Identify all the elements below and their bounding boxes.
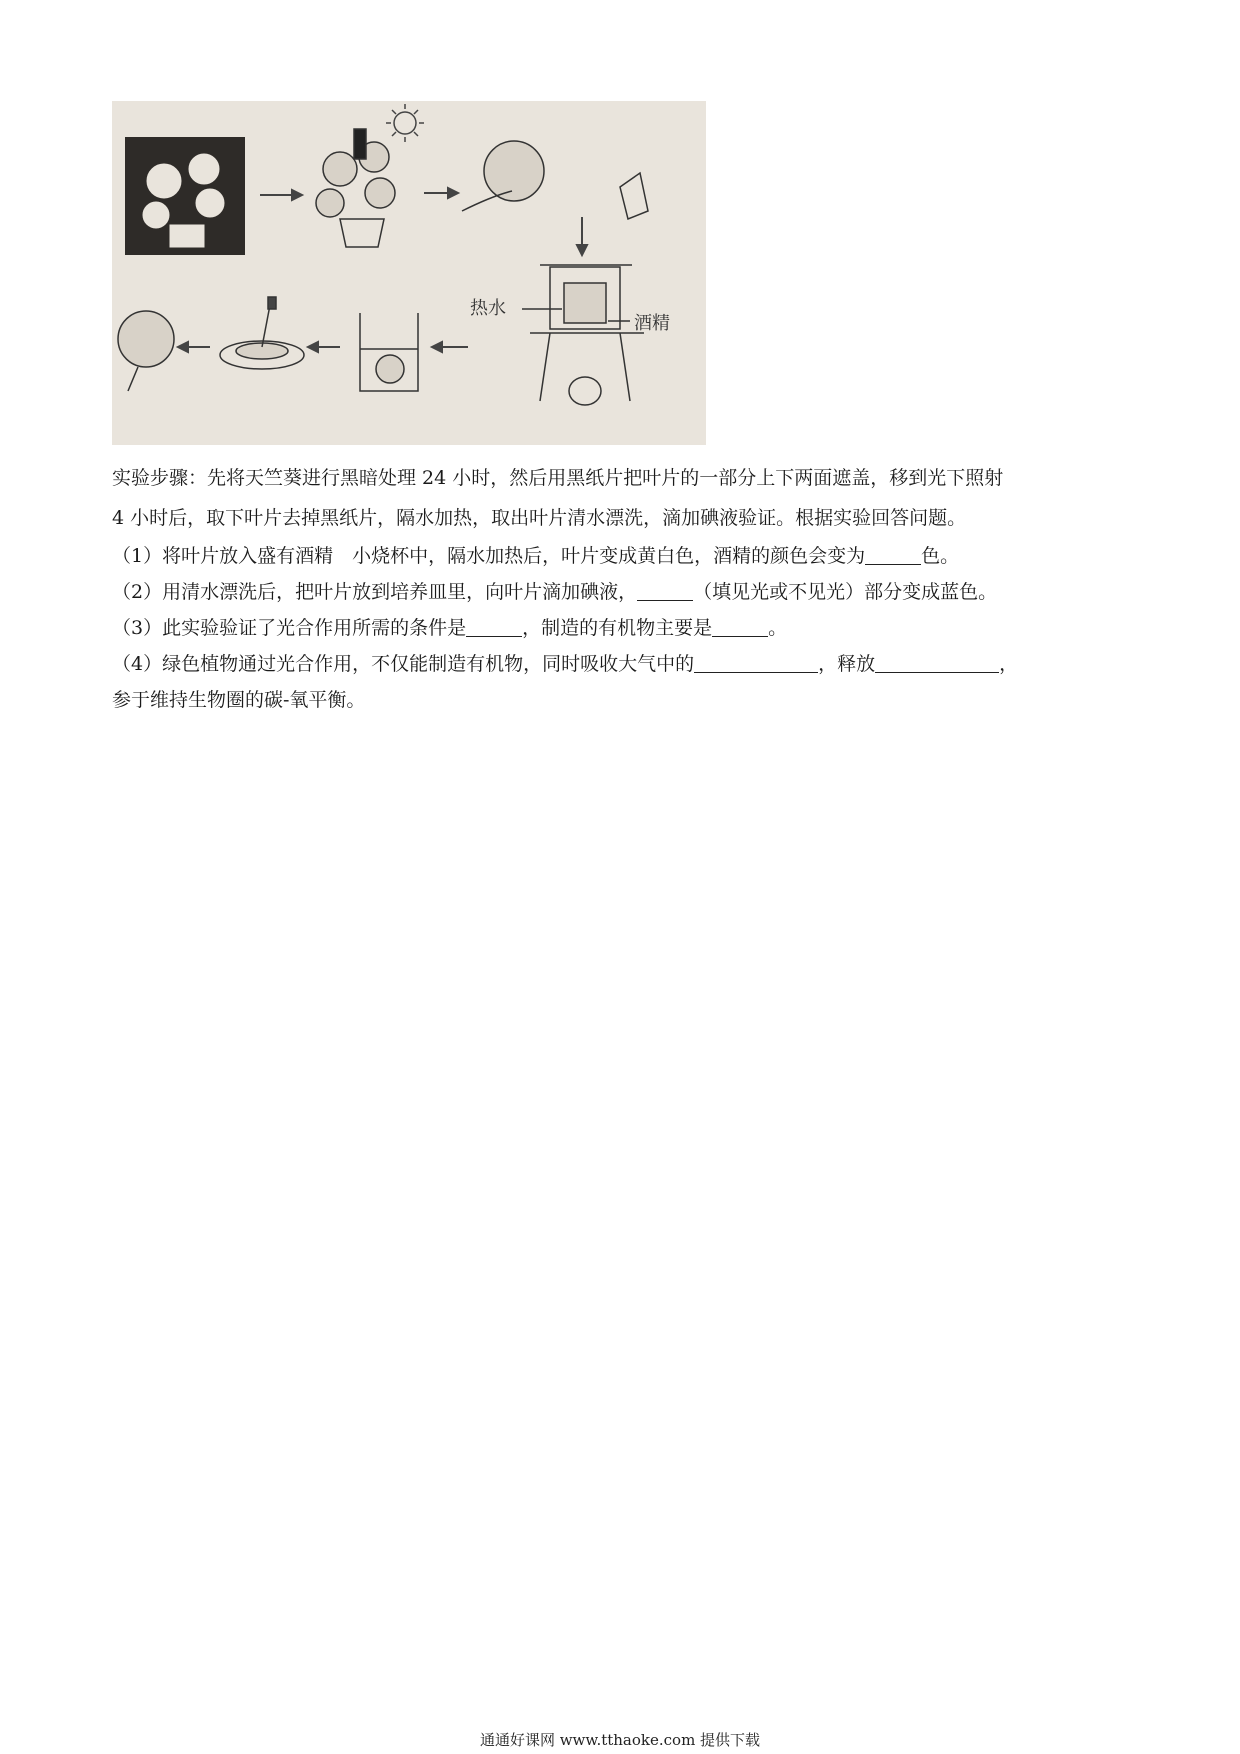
rinse-beaker-icon bbox=[360, 313, 418, 391]
leaf-picking-icon bbox=[462, 141, 648, 219]
result-leaf-icon bbox=[118, 311, 174, 391]
water-bath-icon bbox=[522, 265, 644, 405]
answer-blank[interactable] bbox=[694, 650, 818, 673]
intro-line-2: 4 小时后，取下叶片去掉黑纸片，隔水加热，取出叶片清水漂洗，滴加碘液验证。根据实验回答问题。 bbox=[112, 507, 967, 529]
question-2: （2）用清水漂洗后，把叶片放到培养皿里，向叶片滴加碘液， （填见光或不见光）部分变成蓝色。 bbox=[112, 574, 1132, 610]
experiment-figure bbox=[112, 101, 706, 445]
plant-covered-icon bbox=[316, 129, 395, 247]
hot-water-label: 热水 bbox=[470, 298, 506, 319]
question-4-line-2: 参于维持生物圈的碳-氧平衡。 bbox=[112, 689, 366, 711]
question-4: （4）绿色植物通过光合作用，不仅能制造有机物，同时吸收大气中的 ，释放 ， bbox=[112, 646, 1132, 682]
sun-icon bbox=[386, 104, 424, 142]
petri-dish-icon bbox=[220, 297, 304, 369]
answer-blank[interactable] bbox=[712, 614, 768, 637]
intro-line-1: 实验步骤：先将天竺葵进行黑暗处理 24 小时，然后用黑纸片把叶片的一部分上下两面遮盖，移到光下照射 bbox=[112, 467, 1004, 489]
answer-blank[interactable] bbox=[875, 650, 999, 673]
question-3: （3）此实验验证了光合作用所需的条件是 ，制造的有机物主要是 。 bbox=[112, 610, 1132, 646]
question-text bbox=[112, 458, 1132, 718]
alcohol-label: 酒精 bbox=[634, 313, 670, 334]
answer-blank[interactable] bbox=[865, 542, 921, 565]
question-1: （1）将叶片放入盛有酒精 小烧杯中，隔水加热后，叶片变成黄白色，酒精的颜色会变为 色。 bbox=[112, 538, 1132, 574]
experiment-diagram bbox=[112, 101, 706, 445]
footer-watermark: 通通好课网 www.tthaoke.com 提供下载 bbox=[479, 1731, 761, 1749]
answer-blank[interactable] bbox=[466, 614, 522, 637]
answer-blank[interactable] bbox=[637, 578, 693, 601]
